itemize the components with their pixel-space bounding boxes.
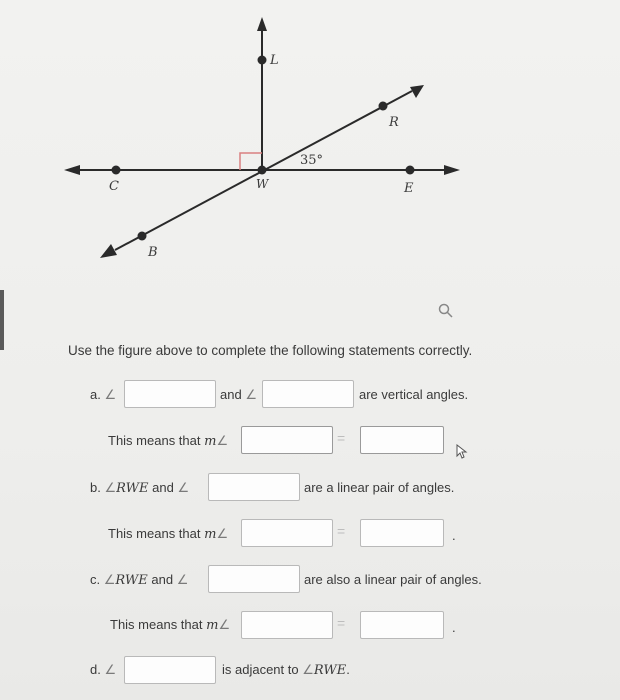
- point-W: [258, 166, 267, 175]
- angle-icon: ∠: [176, 572, 189, 587]
- part-b-angle-input[interactable]: [208, 473, 300, 501]
- part-a-suffix: are vertical angles.: [359, 387, 469, 402]
- angle-icon: ∠: [103, 572, 116, 587]
- part-b-angle-name: RWE: [116, 481, 149, 496]
- part-c-means: [110, 617, 230, 633]
- period-text: .: [452, 528, 456, 543]
- part-b-measure2-input[interactable]: [360, 519, 444, 547]
- means-text: This means that: [108, 526, 205, 541]
- angle-icon: ∠: [177, 480, 190, 495]
- part-a-row: [90, 387, 116, 403]
- label-E: E: [404, 181, 414, 196]
- point-R: [379, 102, 388, 111]
- part-b-suffix: are a linear pair of angles.: [304, 480, 455, 495]
- angle-icon: ∠: [104, 662, 117, 677]
- angle-icon: ∠: [218, 617, 231, 632]
- part-c-measure1-input[interactable]: [241, 611, 333, 639]
- arrowhead-down-left: [100, 244, 117, 258]
- point-C: [112, 166, 121, 175]
- equals-sign: =: [337, 523, 346, 539]
- arrowhead-up: [257, 17, 267, 31]
- equals-sign: =: [337, 615, 346, 631]
- part-d-angle-name: RWE: [313, 663, 347, 678]
- angle-icon: ∠: [302, 662, 314, 677]
- label-R: R: [389, 115, 399, 130]
- part-d-row: [90, 662, 116, 678]
- m-symbol: m: [204, 527, 217, 542]
- label-B: B: [148, 245, 158, 260]
- part-c-measure2-input[interactable]: [360, 611, 444, 639]
- part-c-angle-name: RWE: [115, 573, 148, 588]
- and-text: and: [151, 572, 174, 587]
- geometry-figure: [0, 0, 620, 300]
- part-b-label: b.: [90, 480, 101, 495]
- period-text: .: [452, 620, 456, 635]
- label-C: C: [109, 179, 119, 194]
- part-a-and: [220, 387, 257, 403]
- and-text: and: [152, 480, 174, 495]
- search-icon[interactable]: [437, 302, 455, 320]
- means-text: This means that: [110, 617, 207, 632]
- part-b-row: [90, 480, 189, 496]
- label-W: W: [256, 177, 269, 191]
- instruction-text: Use the figure above to complete the following statements correctly.: [68, 343, 473, 358]
- part-a-means: [108, 433, 228, 449]
- part-c-row: [90, 572, 188, 588]
- part-a-angle1-input[interactable]: [124, 380, 216, 408]
- arrowhead-right: [444, 165, 460, 175]
- part-a-measure1-input[interactable]: [241, 426, 333, 454]
- point-B: [138, 232, 147, 241]
- part-a-label: a.: [90, 387, 101, 402]
- mouse-cursor-icon: [456, 444, 470, 460]
- part-b-measure1-input[interactable]: [241, 519, 333, 547]
- part-c-label: c.: [90, 572, 101, 587]
- point-E: [406, 166, 415, 175]
- part-d-suffix: [222, 662, 350, 678]
- equals-sign: =: [337, 430, 346, 446]
- angle-icon: ∠: [216, 526, 229, 541]
- part-c-angle-input[interactable]: [208, 565, 300, 593]
- angle-icon: ∠: [245, 387, 257, 402]
- adjacent-text: is adjacent to: [222, 662, 303, 677]
- part-c-suffix: are also a linear pair of angles.: [304, 572, 482, 587]
- m-symbol: m: [204, 434, 217, 449]
- period-text: .: [346, 662, 350, 677]
- and-text: and: [220, 387, 242, 402]
- part-b-means: [108, 526, 228, 542]
- means-text: This means that: [108, 433, 205, 448]
- angle-icon: ∠: [104, 480, 117, 495]
- label-L: L: [270, 53, 279, 68]
- part-d-angle-input[interactable]: [124, 656, 216, 684]
- part-a-angle2-input[interactable]: [262, 380, 354, 408]
- arrowhead-left: [64, 165, 80, 175]
- m-symbol: m: [206, 618, 219, 633]
- part-a-measure2-input[interactable]: [360, 426, 444, 454]
- angle-icon: ∠: [104, 387, 117, 402]
- angle-label-35: 35°: [300, 153, 324, 168]
- part-d-label: d.: [90, 662, 101, 677]
- point-L: [258, 56, 267, 65]
- angle-icon: ∠: [216, 433, 229, 448]
